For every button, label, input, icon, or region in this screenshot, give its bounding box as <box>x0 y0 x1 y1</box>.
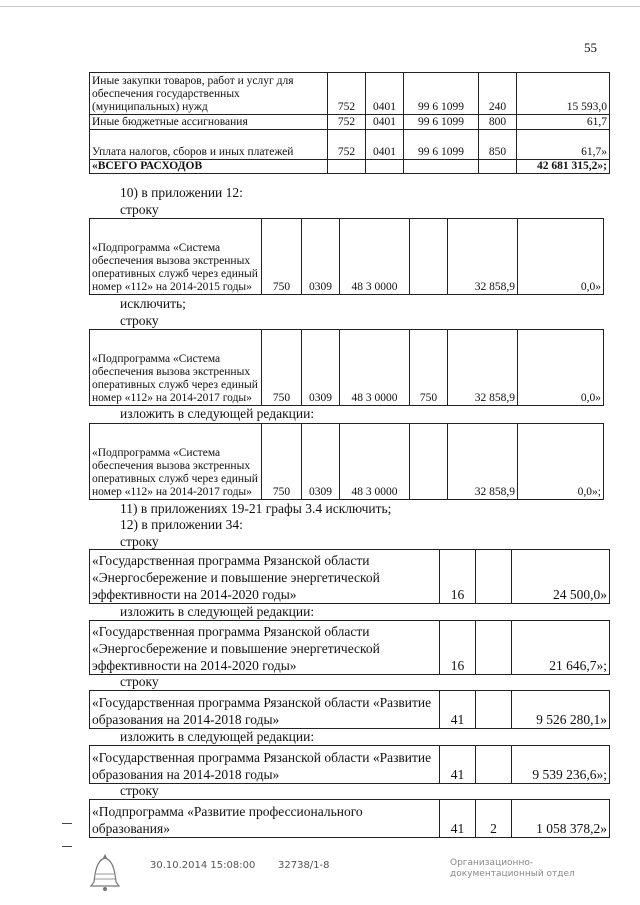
redaction-label: изложить в следующей редакции: <box>120 604 315 619</box>
gp-table-2 <box>89 620 610 675</box>
bell-logo-icon <box>88 852 122 892</box>
stroku-label: строку <box>120 674 159 689</box>
row-code: 16 <box>440 621 476 675</box>
row-code: 41 <box>440 746 476 784</box>
footer-doc-number: 32738/1-8 <box>278 860 330 871</box>
row-amount: 1 058 378,2» <box>512 800 610 838</box>
row-sub: 2 <box>476 800 512 838</box>
budget-table <box>89 72 610 174</box>
table-row <box>90 219 604 295</box>
row-sub <box>476 621 512 675</box>
stroku-label: строку <box>120 534 159 549</box>
row-section: 0401 <box>366 115 404 130</box>
row-code: 752 <box>328 115 366 130</box>
program-table-1 <box>89 218 604 295</box>
row-type: 750 <box>410 330 448 406</box>
table-total-row <box>90 160 610 174</box>
row-section: 0401 <box>366 73 404 115</box>
table-row <box>90 621 610 675</box>
row-name: «Подпрограмма «Система обеспечения вызова экстренных оперативных служб через единый номер «112» на 2014-2015 годы» <box>90 219 262 295</box>
footer-stamp-line-1: Организационно- <box>450 858 534 868</box>
stroku-label: строку <box>120 783 159 798</box>
gp-table-3 <box>89 690 610 729</box>
row-code: 41 <box>440 800 476 838</box>
row-name: Иные закупки товаров, работ и услуг для обеспечения государственных (муниципальных) нужд <box>90 73 328 115</box>
row-amount: 24 500,0» <box>512 550 610 604</box>
row-amount-2: 0,0» <box>518 330 604 406</box>
total-label: «ВСЕГО РАСХОДОВ <box>90 160 328 174</box>
gp-table-4 <box>89 745 610 784</box>
program-table-3 <box>89 423 604 500</box>
table-row <box>90 330 604 406</box>
table-row <box>90 550 610 604</box>
gp-table-1 <box>89 549 610 604</box>
row-code: 750 <box>262 424 302 500</box>
row-sub <box>476 746 512 784</box>
table-row <box>90 73 610 115</box>
row-code: 16 <box>440 550 476 604</box>
row-name: «Подпрограмма «Система обеспечения вызова экстренных оперативных служб через единый номер «112» на 2014-2017 годы» <box>90 330 262 406</box>
row-type <box>410 219 448 295</box>
row-target: 48 3 0000 <box>340 424 410 500</box>
margin-mark <box>62 846 72 847</box>
scan-top-edge <box>0 6 640 7</box>
row-target: 48 3 0000 <box>340 330 410 406</box>
row-sub <box>476 691 512 729</box>
program-table-2 <box>89 329 604 406</box>
item-11: 11) в приложениях 19-21 графы 3.4 исключить; <box>120 501 392 516</box>
table-row <box>90 424 604 500</box>
row-name: «Государственная программа Рязанской области «Развитие образования на 2014-2018 годы» <box>90 691 440 729</box>
row-name: «Подпрограмма «Развитие профессионального образования» <box>90 800 440 838</box>
exclude-label: исключить; <box>120 296 186 311</box>
row-amount: 21 646,7»; <box>512 621 610 675</box>
row-amount: 9 539 236,6»; <box>512 746 610 784</box>
row-amount-1: 32 858,9 <box>448 330 518 406</box>
table-row <box>90 115 610 130</box>
table-row <box>90 691 610 729</box>
row-name: Иные бюджетные ассигнования <box>90 115 328 130</box>
table-row <box>90 746 610 784</box>
row-type: 240 <box>479 73 517 115</box>
row-amount: 61,7 <box>517 115 610 130</box>
row-type: 850 <box>479 130 517 160</box>
row-section: 0309 <box>302 330 340 406</box>
margin-mark <box>62 823 72 824</box>
row-sub <box>476 550 512 604</box>
page-number: 55 <box>584 40 597 55</box>
row-section: 0309 <box>302 424 340 500</box>
row-code: 750 <box>262 330 302 406</box>
row-code: 41 <box>440 691 476 729</box>
row-target: 99 6 1099 <box>404 115 479 130</box>
table-row <box>90 130 610 160</box>
row-name: «Государственная программа Рязанской области «Энергосбережение и повышение энергетической эффективности на 2014-2020 годы» <box>90 621 440 675</box>
row-type <box>410 424 448 500</box>
row-target: 99 6 1099 <box>404 130 479 160</box>
row-type: 800 <box>479 115 517 130</box>
row-code: 750 <box>262 219 302 295</box>
row-amount-2: 0,0»; <box>518 424 604 500</box>
row-amount-1: 32 858,9 <box>448 424 518 500</box>
stroku-label: строку <box>120 202 159 217</box>
row-amount: 61,7» <box>517 130 610 160</box>
row-target: 48 3 0000 <box>340 219 410 295</box>
redaction-label: изложить в следующей редакции: <box>120 406 315 421</box>
row-name: «Государственная программа Рязанской области «Энергосбережение и повышение энергетической эффективности на 2014-2020 годы» <box>90 550 440 604</box>
row-amount: 9 526 280,1» <box>512 691 610 729</box>
gp-table-5 <box>89 799 610 838</box>
row-amount-1: 32 858,9 <box>448 219 518 295</box>
row-name: «Государственная программа Рязанской области «Развитие образования на 2014-2018 годы» <box>90 746 440 784</box>
row-code: 752 <box>328 73 366 115</box>
total-amount: 42 681 315,2»; <box>517 160 610 174</box>
footer-stamp-line-2: документационный отдел <box>450 869 575 879</box>
item-12: 12) в приложении 34: <box>120 517 243 532</box>
row-amount: 15 593,0 <box>517 73 610 115</box>
row-name: Уплата налогов, сборов и иных платежей <box>90 130 328 160</box>
row-amount-2: 0,0» <box>518 219 604 295</box>
footer-datetime: 30.10.2014 15:08:00 <box>150 860 256 871</box>
table-row <box>90 800 610 838</box>
stroku-label: строку <box>120 313 159 328</box>
row-section: 0401 <box>366 130 404 160</box>
row-target: 99 6 1099 <box>404 73 479 115</box>
row-code: 752 <box>328 130 366 160</box>
item-10: 10) в приложении 12: <box>120 185 243 200</box>
redaction-label: изложить в следующей редакции: <box>120 729 315 744</box>
row-name: «Подпрограмма «Система обеспечения вызова экстренных оперативных служб через единый номер «112» на 2014-2017 годы» <box>90 424 262 500</box>
row-section: 0309 <box>302 219 340 295</box>
